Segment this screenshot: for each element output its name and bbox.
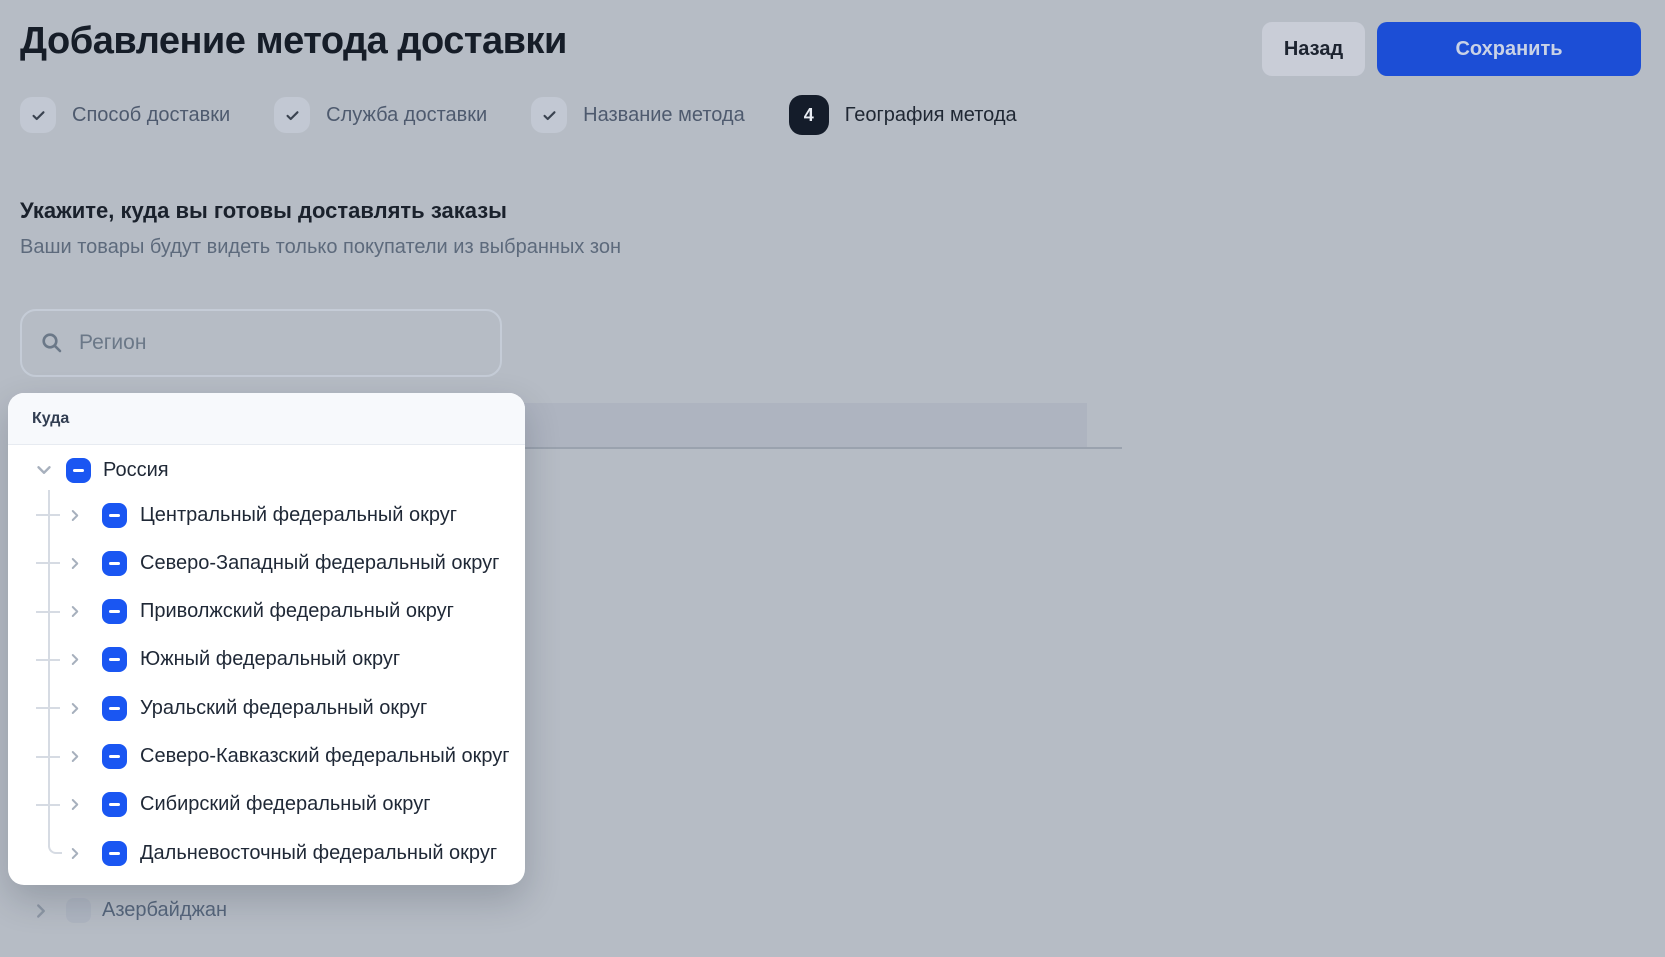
chevron-right-icon[interactable] [66,554,84,573]
step-label: Название метода [583,103,745,126]
minus-icon [109,852,120,855]
minus-icon [109,562,120,565]
tree-row-label: Дальневосточный федеральный округ [140,841,498,864]
tree-row-label: Приволжский федеральный округ [140,600,454,623]
tree-row[interactable] [66,594,454,630]
step-1[interactable] [20,97,230,133]
tree-row-label: Уральский федеральный округ [140,696,428,719]
dropdown-column-header [8,393,525,445]
header-actions [1262,22,1641,76]
zone-checkbox-indeterminate[interactable] [102,503,127,528]
tree-row[interactable] [66,835,497,871]
chevron-right-icon[interactable] [66,650,84,669]
tree-row-label: Центральный федеральный округ [140,503,458,526]
chevron-right-icon[interactable] [66,506,84,525]
zone-checkbox-indeterminate[interactable] [102,647,127,672]
zone-checkbox-indeterminate[interactable] [102,599,127,624]
back-button[interactable]: Назад [1262,22,1365,76]
chevron-right-icon[interactable] [66,795,84,814]
zone-checkbox-indeterminate[interactable] [102,792,127,817]
tree-connector-line [48,490,50,847]
chevron-right-icon[interactable] [66,844,84,863]
step-label: Способ доставки [72,103,231,126]
save-button[interactable]: Сохранить [1377,22,1641,76]
minus-icon [109,658,120,661]
tree-connector-stub [36,611,60,613]
region-search-input[interactable] [77,330,482,356]
tree-row[interactable] [66,787,431,823]
tree-connector-stub [36,514,60,516]
steps [20,95,1017,135]
minus-icon [109,707,120,710]
step-3[interactable] [531,97,745,133]
section-subheading: Ваши товары будут видеть только покупатели из выбранных зон [20,236,622,258]
zones-dropdown [8,393,525,885]
step-label: Служба доставки [326,103,488,126]
region-search[interactable] [20,309,502,377]
search-icon [40,331,64,355]
tree-connector-stub [36,804,60,806]
tree-row-label: Северо-Кавказский федеральный округ [140,745,510,767]
tree-row-russia[interactable] [33,452,169,488]
tree-row[interactable] [66,642,400,678]
tree-row[interactable] [66,497,457,533]
russia-checkbox-indeterminate[interactable] [66,458,91,483]
zone-checkbox-indeterminate[interactable] [102,551,127,576]
tree-connector-stub [36,659,60,661]
step-4[interactable] [789,95,1017,135]
zone-checkbox-indeterminate[interactable] [102,744,127,769]
step-check-icon [531,97,567,133]
page-title: Добавление метода доставки [20,20,567,62]
tree-row[interactable] [66,545,499,581]
step-check-icon [274,97,310,133]
chevron-right-icon[interactable] [66,747,84,766]
chevron-right-icon[interactable] [66,699,84,718]
tree-connector-corner [48,845,62,854]
step-check-icon [20,97,56,133]
tree-connector-stub [36,756,60,758]
minus-icon [73,469,84,472]
zone-checkbox-indeterminate[interactable] [102,841,127,866]
section-heading: Укажите, куда вы готовы доставлять заказы [20,198,507,223]
minus-icon [109,803,120,806]
tree-row-label: Северо-Западный федеральный округ [140,551,500,574]
chevron-down-icon[interactable] [33,459,55,481]
dropdown-column-header-label: Куда [32,409,70,427]
tree-row[interactable] [66,739,510,775]
tree-connector-stub [36,707,60,709]
tree-row-label: Россия [103,458,169,481]
tree-row[interactable] [66,690,427,726]
minus-icon [109,610,120,613]
zone-checkbox-indeterminate[interactable] [102,696,127,721]
minus-icon [109,755,120,758]
step-2[interactable] [274,97,487,133]
chevron-right-icon[interactable] [66,602,84,621]
step-number-badge [789,95,829,135]
step-label: География метода [844,103,1017,126]
tree-row-label: Сибирский федеральный округ [140,793,431,816]
azerbaijan-checkbox[interactable] [66,898,91,923]
azerbaijan-label: Азербайджан [102,899,228,921]
minus-icon [109,514,120,517]
tree-row-label: Южный федеральный округ [140,648,401,671]
chevron-right-icon[interactable] [30,900,52,922]
step-number: 4 [803,104,814,125]
tree-connector-stub [36,562,60,564]
